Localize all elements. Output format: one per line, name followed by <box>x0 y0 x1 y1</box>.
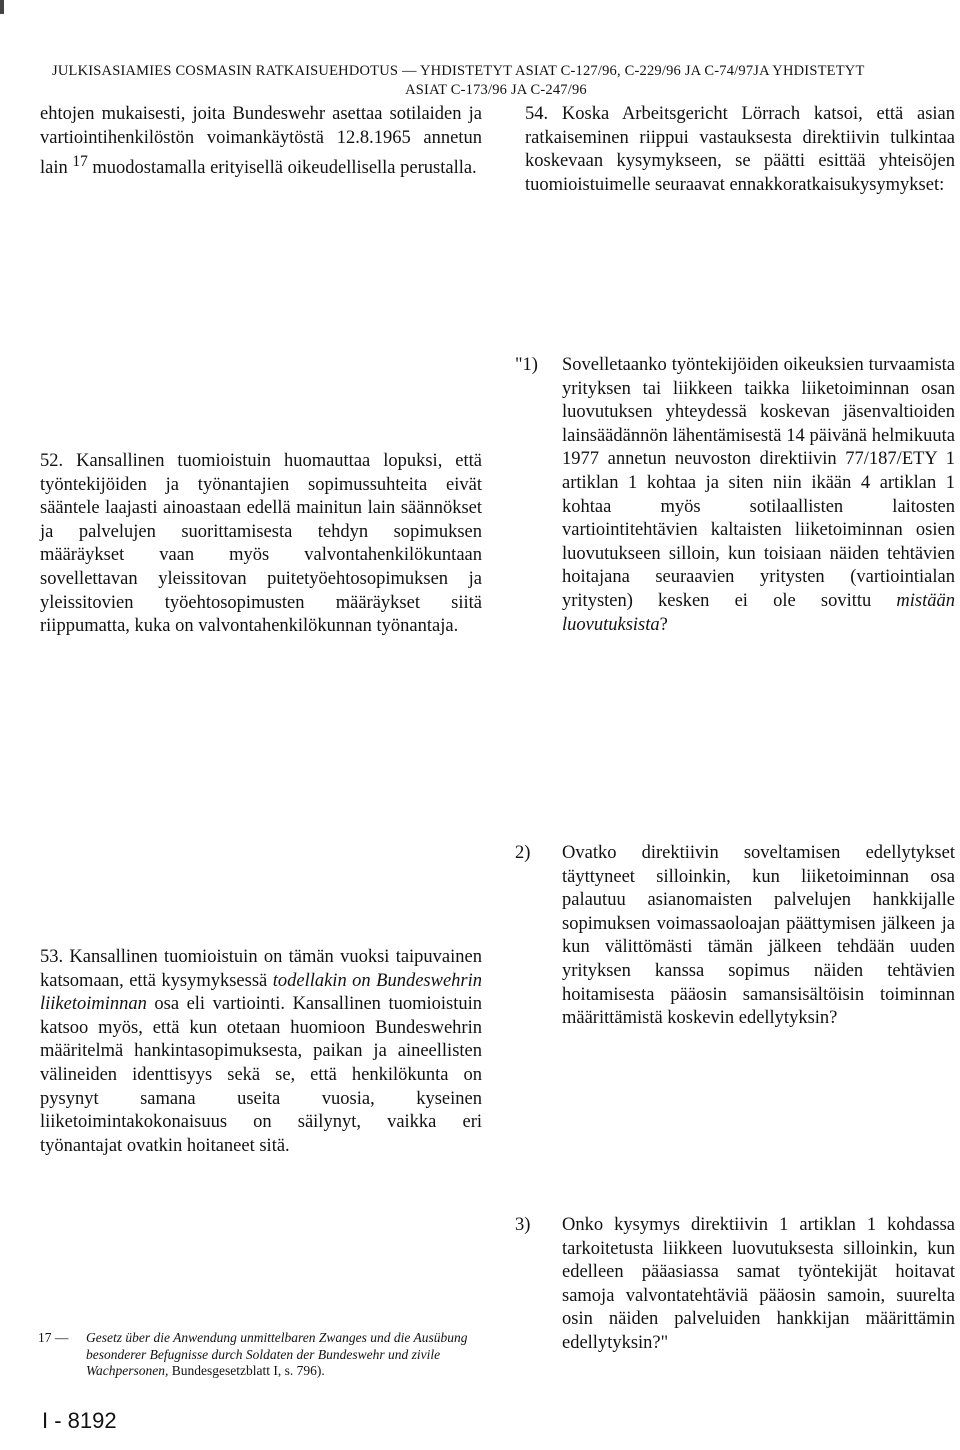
page-number: I - 8192 <box>42 1408 117 1433</box>
paragraph-52: 52. Kansallinen tuomioistuin huomauttaa lopuksi, että työntekijöiden ja työnantajien sopimussuhteita eivät sääntele laajasti ainoastaan edellä mainitun lain säännökset ja palvelujen suorittamisesta tehdyn sopimuksen määräykset vaan myös valvontahenkilökuntaan sovellettavan yleissitovan puitetyöehtosopimuksen ja yleissitovien työehtosopimusten määräykset siitä riippumatta, kuka on valvontahenkilökunnan työnantaja. <box>40 451 482 637</box>
question-2-number: 2) <box>515 843 531 863</box>
question-3: 3) Onko kysymys direktiivin 1 artiklan 1 kohdassa tarkoitetusta liikkeen luovutuksesta silloinkin, kun edelleen pääasiassa samat työntekijät hoitavat samoja valvontatehtäviä pääosin samoin, suurelta osin näiden palveluiden hankkijan määrittämin edellytyksin?" <box>515 1215 955 1353</box>
paragraph-54: 54. Koska Arbeitsgericht Lörrach katsoi, että asian ratkaiseminen riippui vastauksesta direktiivin tulkintaa koskevaan kysymykseen, se päätti esittää yhteisöjen tuomioistuimelle seuraavat ennakkoratkaisukysymykset: <box>525 104 955 195</box>
header-line-1: JULKISASIAMIES COSMASIN RATKAISUEHDOTUS — YHDISTETYT ASIAT C-127/96, C-229/96 JA C-74/97JA YHDISTETYT <box>52 63 865 79</box>
paragraph-53: 53. Kansallinen tuomioistuin on tämän vuoksi taipuvainen katsomaan, että kysymyksessä todellakin on Bundeswehrin liiketoiminnan osa eli vartiointi. Kansallinen tuomioistuin katsoo myös, että kun otetaan huomioon Bundeswehrin määritelmä hankintasopimuksesta, paikan ja aineellisten välineiden identtisyys sekä se, että henkilökunta on pysynyt samana useita vuosia, kyseinen liiketoimintakokonaisuus on säilynyt, vaikka eri työnantajat ovatkin hoitaneet sitä. <box>40 947 482 1156</box>
left-intro-paragraph: ehtojen mukaisesti, joita Bundeswehr asettaa sotilaiden ja vartiointihenkilöstön voimankäytöstä 12.8.1965 annetun lain $^{17}$ muodostamalla erityisellä oikeudellisella perustalla. <box>40 104 482 179</box>
footnote-ref-17: 17 <box>72 153 88 171</box>
header-line-2: ASIAT C-173/96 JA C-247/96 <box>405 82 587 98</box>
question-1: "1) Sovelletaanko työntekijöiden oikeuksien turvaamista yrityksen tai liikkeen taikka liiketoiminnan osan luovutuksen yhteydessä koskevan jäsenvaltioiden lainsäädännön lähentämisestä 14 päivänä helmikuuta 1977 annetun neuvoston direktiivin 77/187/ETY 1 artiklan 1 kohtaa ja siten niin ikään 4 artiklan 1 kohtaa myös sotilaallisten laitosten vartiointitehtävien kaltaisten liiketoiminnan osien luovutukseen silloin, kun toisiaan näiden tehtävien hoitajana seuraavien yritysten (vartiointialan yritysten) kesken ei ole sovittu mistään luovutuksista? <box>515 355 955 635</box>
footnote-number: 17 — <box>38 1330 69 1345</box>
question-1-number: "1) <box>515 355 538 375</box>
scan-mark <box>0 0 4 14</box>
running-header <box>52 62 940 100</box>
question-2: 2) Ovatko direktiivin soveltamisen edellytykset täyttyneet silloinkin, kun liiketoiminnan osa palautuu asianomaisten palvelujen hankkijalle sopimuksen voimassaoloajan päättymisen jälkeen ja kun välittömästi tämän jälkeen tehdään uuden yrityksen kanssa sopimus näiden tehtävien hoitamisesta pääosin samansisältöisin toiminnan määrittämistä koskevin edellytyksin? <box>515 843 955 1029</box>
question-3-number: 3) <box>515 1215 531 1235</box>
footnote-17: 17 — Gesetz über die Anwendung unmittelbaren Zwanges und die Ausübung besonderer Befugnisse durch Soldaten der Bundeswehr und zivile Wachpersonen, Bundesgesetzblatt I, s. 796). <box>38 1330 468 1378</box>
